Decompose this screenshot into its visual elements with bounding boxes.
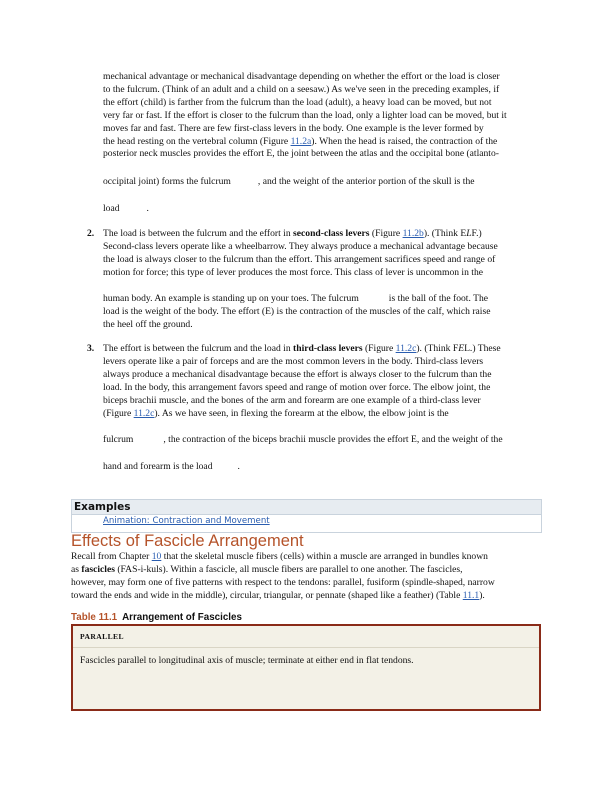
- animation-link[interactable]: Animation: Contraction and Movement: [103, 516, 270, 526]
- list-item-2-continued: [103, 293, 543, 332]
- figure-link[interactable]: 11.2c: [133, 407, 155, 419]
- text-line: always produce a mechanical disadvantage because the effort is always closer to the fulcrum than the: [103, 368, 492, 380]
- text-line: toward the ends and wide in the middle), circular, triangular, or pennate (shaped like a feather) (Table 11.1).: [71, 589, 485, 601]
- text-line: the heel off the ground.: [103, 318, 193, 330]
- table-cell: Fascicles parallel to longitudinal axis of muscle; terminate at either end in flat tendons.: [80, 655, 414, 666]
- text-line: posterior neck muscles provides the effort E, the joint between the atlas and the occipital bone (atlanto-: [103, 148, 499, 160]
- text-line: Recall from Chapter 10 that the skeletal muscle fibers (cells) within a muscle are arranged in bundles known: [71, 551, 488, 562]
- examples-heading: Examples: [72, 500, 541, 514]
- list-item-3: [103, 343, 543, 420]
- text-line: motion for force; this type of lever produces the most force. This class of lever is uncommon in the: [103, 266, 484, 278]
- text-line: moves far and fast. There are few first-class levers in the body. One example is the lever formed by: [103, 122, 484, 134]
- text-line: occipital joint) forms the fulcrum , and the weight of the anterior portion of the skull is the: [103, 176, 475, 187]
- text-line: fulcrum , the contraction of the biceps brachii muscle provides the effort E, and the weight of the: [103, 434, 503, 445]
- text-line: The effort is between the fulcrum and the load in third-class levers (Figure 11.2c). (Think FEL.) These: [103, 343, 501, 354]
- examples-box: [71, 499, 542, 533]
- text-line: The load is between the fulcrum and the effort in second-class levers (Figure 11.2b). (Think ELF.): [103, 228, 482, 239]
- text-line: (Figure 11.2c). As we have seen, in flexing the forearm at the elbow, the elbow joint is the: [103, 407, 449, 419]
- table-header-row: [73, 626, 539, 648]
- list-item-1-continuation: [103, 71, 543, 161]
- table-header: PARALLEL: [80, 632, 124, 641]
- text-line: however, may form one of five patterns with respect to the tendons: parallel, fusiform (spindle-shaped, narrow: [71, 576, 495, 588]
- text-line: mechanical advantage or mechanical disadvantage depending on whether the effort or the load is closer: [103, 71, 500, 82]
- table-caption: [71, 611, 242, 624]
- text-line: biceps brachii muscle, and the bones of the arm and forearm are one example of a third-class lever: [103, 394, 481, 406]
- text-line: Second-class levers operate like a wheelbarrow. They always produce a mechanical advantage because: [103, 240, 498, 252]
- text-line: the effort (child) is farther from the fulcrum than the load (adult), a heavy load can be moved, but not: [103, 96, 492, 108]
- text-line: as fascicles (FAS-i-kuls). Within a fascicle, all muscle fibers are parallel to one another. The fascicles,: [71, 563, 463, 575]
- text-line: the head resting on the vertebral column (Figure 11.2a). When the head is raised, the contraction of the: [103, 135, 498, 147]
- text-line: human body. An example is standing up on your toes. The fulcrum is the ball of the foot. The: [103, 293, 488, 304]
- section-paragraph: [71, 551, 541, 603]
- fascicle-table: [71, 624, 541, 711]
- chapter-link[interactable]: 10: [151, 551, 162, 562]
- list-number: 3.: [87, 343, 95, 354]
- list-number: 2.: [87, 228, 95, 239]
- text-line: load .: [103, 203, 149, 214]
- section-heading: Effects of Fascicle Arrangement: [71, 532, 304, 550]
- figure-link[interactable]: 11.2c: [395, 343, 417, 354]
- figure-link[interactable]: 11.2a: [290, 135, 312, 147]
- text-line: to the fulcrum. (Think of an adult and a child on a seesaw.) As we've seen in the preceding examples, if: [103, 83, 500, 95]
- list-item-2: [103, 228, 543, 280]
- table-label: Table 11.1: [71, 612, 118, 623]
- text-line: very far or fast. If the effort is closer to the fulcrum than the load, only a lighter load can be moved, but it: [103, 109, 507, 121]
- text-line: levers operate like a pair of forceps and are the most common levers in the body. Third-class levers: [103, 355, 484, 367]
- text-line: load is the weight of the body. The effort (E) is the contraction of the muscles of the calf, which raise: [103, 305, 491, 317]
- table-title: Arrangement of Fascicles: [122, 612, 242, 623]
- text-line: hand and forearm is the load .: [103, 461, 240, 472]
- figure-link[interactable]: 11.2b: [402, 228, 424, 239]
- table-link[interactable]: 11.1: [462, 589, 480, 601]
- text-line: load. In the body, this arrangement favors speed and range of motion over force. The elbow joint, the: [103, 381, 491, 393]
- text-line: the load is always closer to the fulcrum than the effort. This arrangement sacrifices speed and range of: [103, 253, 496, 265]
